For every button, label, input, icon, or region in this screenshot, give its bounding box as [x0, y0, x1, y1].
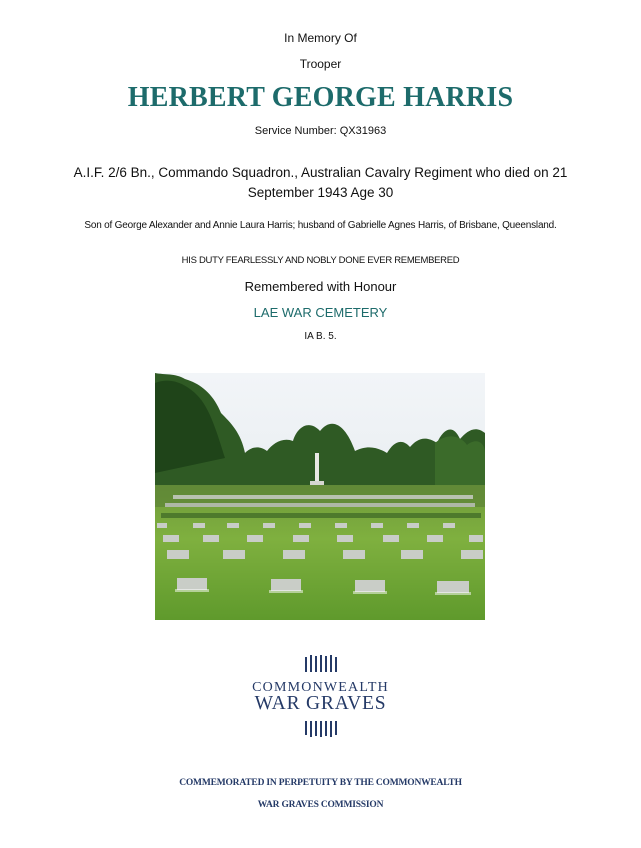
rank-text: Trooper — [299, 57, 342, 71]
grave-reference: IA B. 5. — [304, 331, 337, 342]
soldier-name: HERBERT GEORGE HARRIS — [127, 82, 514, 113]
footer-line-2: WAR GRAVES COMMISSION — [257, 800, 384, 810]
service-number: Service Number: QX31963 — [254, 125, 387, 137]
footer-line-1: COMMEMORATED IN PERPETUITY BY THE COMMONWEALTH — [179, 778, 462, 788]
headstone-inscription: HIS DUTY FEARLESSLY AND NOBLY DONE EVER REMEMBERED — [181, 255, 460, 266]
logo-line-war-graves: WAR GRAVES — [254, 693, 387, 714]
unit-and-death-details: A.I.F. 2/6 Bn., Commando Squadron., Australian Cavalry Regiment who died on 21 September 1943 Age 30 — [73, 165, 568, 200]
cemetery-photo — [155, 373, 485, 620]
logo-line-commonwealth: COMMONWEALTH — [252, 680, 389, 695]
remembered-with-honour: Remembered with Honour — [244, 279, 397, 294]
in-memory-of-text: In Memory Of — [284, 31, 357, 45]
cemetery-name: LAE WAR CEMETERY — [253, 305, 388, 320]
family-details: Son of George Alexander and Annie Laura Harris; husband of Gabrielle Agnes Harris, of Brisbane, Queensland. — [84, 220, 557, 231]
